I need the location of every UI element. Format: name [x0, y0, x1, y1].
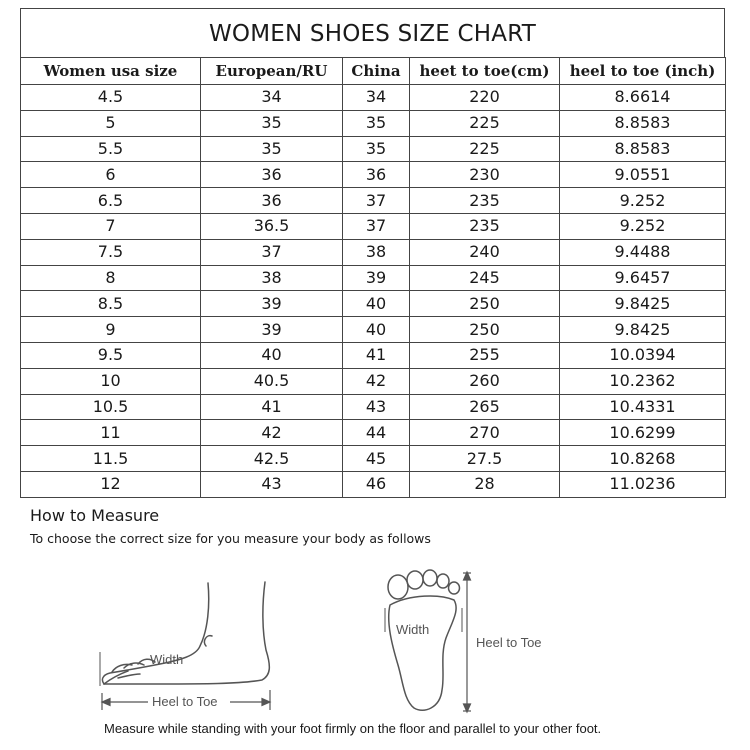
european-ru-cell: 42.5 [201, 446, 343, 472]
usa-size-cell: 6.5 [21, 188, 201, 214]
size-chart-table [20, 57, 726, 498]
table-row [21, 394, 726, 420]
china-cell: 42 [343, 368, 410, 394]
usa-size-cell: 9 [21, 317, 201, 343]
heel-to-toe-cm-cell: 235 [410, 188, 560, 214]
sole-length-label: Heel to Toe [476, 635, 542, 650]
heel-to-toe-inch-cell: 9.252 [560, 213, 726, 239]
china-cell: 35 [343, 136, 410, 162]
china-cell: 43 [343, 394, 410, 420]
heel-to-toe-cm-cell: 28 [410, 471, 560, 497]
usa-size-cell: 10.5 [21, 394, 201, 420]
heel-to-toe-cm-cell: 230 [410, 162, 560, 188]
european-ru-cell: 35 [201, 110, 343, 136]
heel-to-toe-cm-cell: 220 [410, 85, 560, 111]
european-ru-cell: 36.5 [201, 213, 343, 239]
table-row [21, 110, 726, 136]
table-row [21, 368, 726, 394]
header-china: China [343, 58, 410, 85]
sole-foot-icon [388, 570, 460, 710]
european-ru-cell: 39 [201, 291, 343, 317]
side-foot-icon [102, 582, 269, 684]
china-cell: 44 [343, 420, 410, 446]
header-heel-to-toe-cm: heet to toe(cm) [410, 58, 560, 85]
heel-to-toe-inch-cell: 9.4488 [560, 239, 726, 265]
china-cell: 41 [343, 342, 410, 368]
heel-to-toe-cm-cell: 240 [410, 239, 560, 265]
china-cell: 40 [343, 317, 410, 343]
table-row [21, 420, 726, 446]
table-body [21, 85, 726, 498]
usa-size-cell: 10 [21, 368, 201, 394]
heel-to-toe-inch-cell: 10.2362 [560, 368, 726, 394]
heel-to-toe-cm-cell: 255 [410, 342, 560, 368]
usa-size-cell: 8 [21, 265, 201, 291]
table-row [21, 291, 726, 317]
china-cell: 36 [343, 162, 410, 188]
how-to-measure-subtitle: To choose the correct size for you measure your body as follows [30, 531, 431, 546]
china-cell: 40 [343, 291, 410, 317]
european-ru-cell: 37 [201, 239, 343, 265]
heel-to-toe-cm-cell: 225 [410, 110, 560, 136]
european-ru-cell: 34 [201, 85, 343, 111]
table-row [21, 85, 726, 111]
usa-size-cell: 8.5 [21, 291, 201, 317]
usa-size-cell: 5.5 [21, 136, 201, 162]
heel-to-toe-inch-cell: 8.8583 [560, 110, 726, 136]
heel-to-toe-inch-cell: 8.6614 [560, 85, 726, 111]
table-row [21, 188, 726, 214]
sole-width-label: Width [396, 622, 430, 637]
china-cell: 37 [343, 213, 410, 239]
table-row [21, 213, 726, 239]
measure-note: Measure while standing with your foot firmly on the floor and parallel to your other foot. [104, 721, 602, 736]
table-header [21, 58, 726, 85]
heel-to-toe-inch-cell: 9.0551 [560, 162, 726, 188]
european-ru-cell: 40 [201, 342, 343, 368]
heel-to-toe-inch-cell: 11.0236 [560, 471, 726, 497]
european-ru-cell: 40.5 [201, 368, 343, 394]
heel-to-toe-cm-cell: 235 [410, 213, 560, 239]
header-european-ru: European/RU [201, 58, 343, 85]
usa-size-cell: 7 [21, 213, 201, 239]
china-cell: 34 [343, 85, 410, 111]
european-ru-cell: 38 [201, 265, 343, 291]
heel-to-toe-inch-cell: 10.6299 [560, 420, 726, 446]
china-cell: 37 [343, 188, 410, 214]
heel-to-toe-inch-cell: 8.8583 [560, 136, 726, 162]
china-cell: 45 [343, 446, 410, 472]
heel-to-toe-cm-cell: 225 [410, 136, 560, 162]
chart-title: WOMEN SHOES SIZE CHART [20, 8, 725, 58]
table-row [21, 446, 726, 472]
table-row [21, 317, 726, 343]
european-ru-cell: 42 [201, 420, 343, 446]
table-row [21, 162, 726, 188]
usa-size-cell: 9.5 [21, 342, 201, 368]
heel-to-toe-inch-cell: 10.0394 [560, 342, 726, 368]
heel-to-toe-cm-cell: 245 [410, 265, 560, 291]
european-ru-cell: 41 [201, 394, 343, 420]
heel-to-toe-inch-cell: 9.252 [560, 188, 726, 214]
heel-to-toe-inch-cell: 9.8425 [560, 317, 726, 343]
header-heel-to-toe-inch: heel to toe (inch) [560, 58, 726, 85]
china-cell: 38 [343, 239, 410, 265]
usa-size-cell: 5 [21, 110, 201, 136]
heel-to-toe-cm-cell: 27.5 [410, 446, 560, 472]
european-ru-cell: 43 [201, 471, 343, 497]
usa-size-cell: 11 [21, 420, 201, 446]
usa-size-cell: 4.5 [21, 85, 201, 111]
side-length-label: Heel to Toe [152, 694, 218, 709]
european-ru-cell: 36 [201, 188, 343, 214]
measure-illustration [0, 550, 750, 720]
usa-size-cell: 6 [21, 162, 201, 188]
header-row [21, 58, 726, 85]
header-usa-size: Women usa size [21, 58, 201, 85]
heel-to-toe-inch-cell: 10.4331 [560, 394, 726, 420]
sole-length-arrow [463, 572, 471, 712]
how-to-measure-heading: How to Measure [30, 506, 160, 525]
table-row [21, 342, 726, 368]
heel-to-toe-cm-cell: 250 [410, 291, 560, 317]
heel-to-toe-inch-cell: 9.8425 [560, 291, 726, 317]
heel-to-toe-inch-cell: 10.8268 [560, 446, 726, 472]
usa-size-cell: 12 [21, 471, 201, 497]
european-ru-cell: 39 [201, 317, 343, 343]
usa-size-cell: 11.5 [21, 446, 201, 472]
heel-to-toe-inch-cell: 9.6457 [560, 265, 726, 291]
heel-to-toe-cm-cell: 260 [410, 368, 560, 394]
table-row [21, 239, 726, 265]
china-cell: 35 [343, 110, 410, 136]
heel-to-toe-cm-cell: 265 [410, 394, 560, 420]
european-ru-cell: 35 [201, 136, 343, 162]
china-cell: 39 [343, 265, 410, 291]
table-row [21, 471, 726, 497]
china-cell: 46 [343, 471, 410, 497]
european-ru-cell: 36 [201, 162, 343, 188]
heel-to-toe-cm-cell: 250 [410, 317, 560, 343]
usa-size-cell: 7.5 [21, 239, 201, 265]
side-width-label: Width [150, 652, 184, 667]
heel-to-toe-cm-cell: 270 [410, 420, 560, 446]
table-row [21, 265, 726, 291]
table-row [21, 136, 726, 162]
